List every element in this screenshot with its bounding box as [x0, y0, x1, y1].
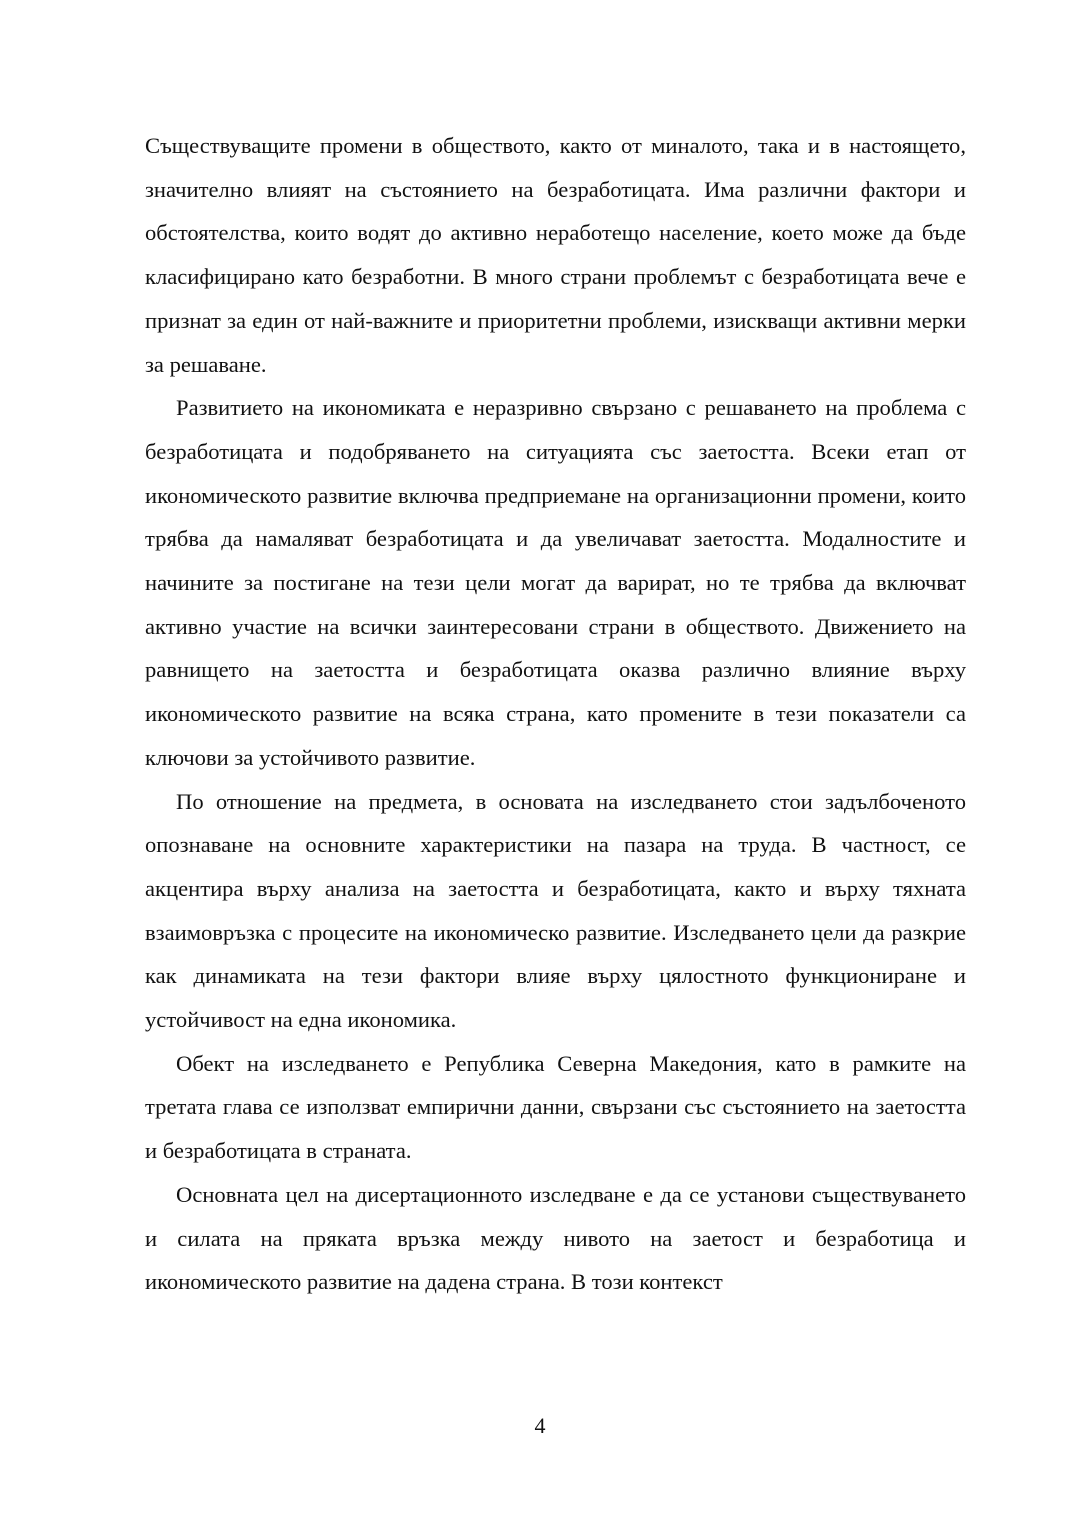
document-page	[145, 124, 966, 1304]
paragraph-intro: Съществуващите промени в обществото, както от миналото, така и в настоящето, значително влияят на състоянието на безработицата. Има различни фактори и обстоятелства, които водят до активно неработещо население, което може да бъде класифицирано като безработни. В много страни проблемът с безработицата вече е признат за един от най-важните и приоритетни проблеми, изискващи активни мерки за решаване.	[145, 133, 966, 377]
page-number: 4	[534, 1413, 546, 1438]
paragraph-research-subject: По отношение на предмета, в основата на изследването стои задълбоченото опознаване на основните характеристики на пазара на труда. В частност, се акцентира върху анализа на заетостта и безработицата, както и върху тяхната взаимовръзка с процесите на икономическо развитие. Изследването цели да разкрие как динамиката на тези фактори влияе върху цялостното функциониране и устойчивост на една икономика.	[145, 788, 966, 1033]
paragraph-research-goal: Основната цел на дисертационното изследване е да се установи съществуването и силата на пряката връзка между нивото на заетост и безработица и икономическото развитие на дадена страна. В този контекст	[145, 1181, 966, 1295]
paragraph-economy-development: Развитието на икономиката е неразривно свързано с решаването на проблема с безработицата и подобряването на ситуацията със заетостта. Всеки етап от икономическото развитие включва предприемане на организационни промени, които трябва да намаляват безработицата и да увеличават заетостта. Модалностите и начините за постигане на тези цели могат да варират, но те трябва да включват активно участие на всички заинтересовани страни в обществото. Движението на равнището на заетостта и безработицата оказва различно влияние върху икономическото развитие на всяка страна, като промените в тези показатели са ключови за устойчивото развитие.	[145, 395, 966, 770]
paragraph-research-object: Обект на изследването е Република Северна Македония, като в рамките на третата глава се използват емпирични данни, свързани със състоянието на заетостта и безработицата в страната.	[145, 1050, 966, 1164]
